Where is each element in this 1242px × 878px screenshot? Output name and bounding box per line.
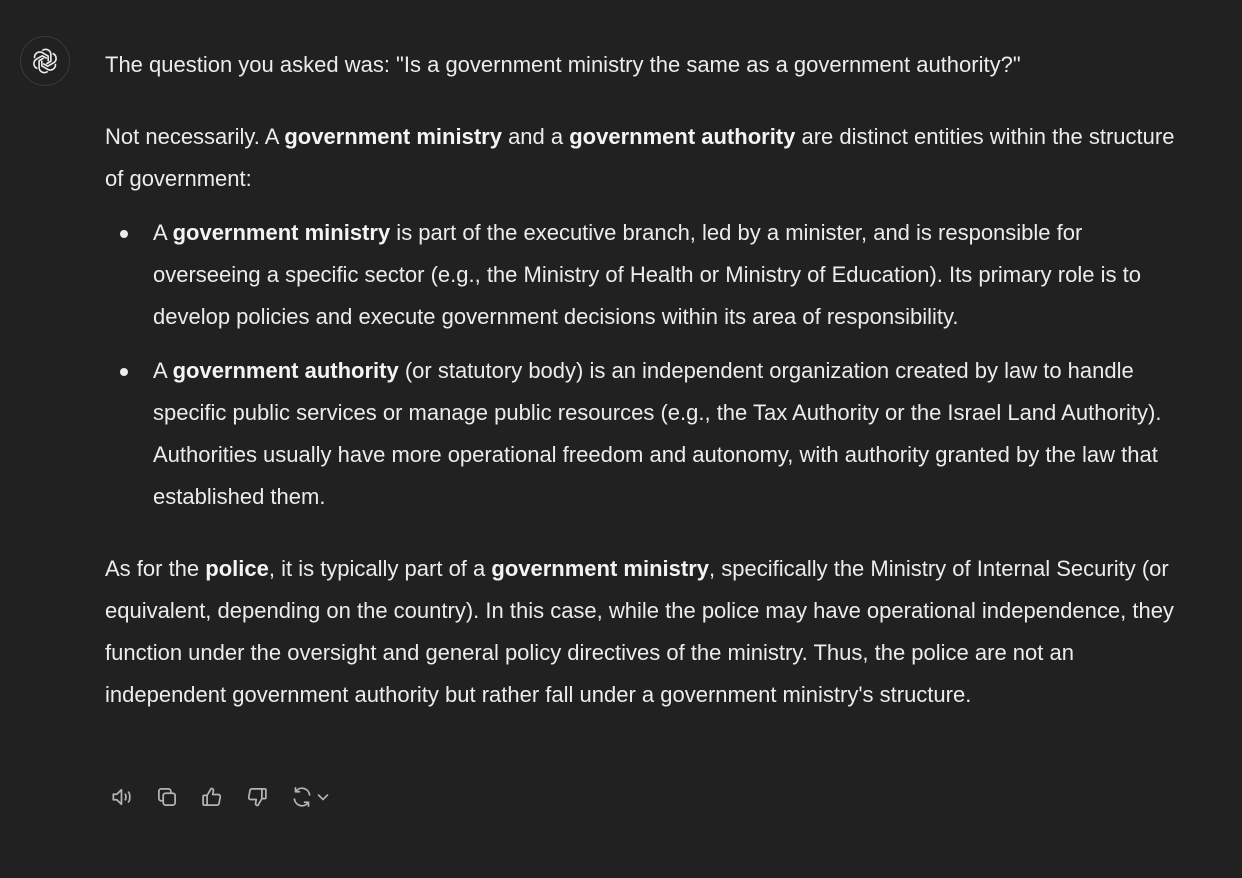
intro-bold-authority: government authority — [569, 124, 796, 149]
intro-text: Not necessarily. A — [105, 124, 285, 149]
definition-list — [105, 212, 1185, 518]
assistant-message — [105, 44, 1185, 716]
intro-text: and a — [501, 124, 570, 149]
read-aloud-button[interactable] — [104, 780, 140, 814]
police-bold-ministry: government ministry — [491, 556, 709, 581]
bullet-prefix: A — [153, 358, 173, 383]
bullet-text: (or statutory body) is an independent organization created by law to handle specific public services or manage public resources (e.g., the Tax Authority or the Israel Land Authority). Authorities usually have more operational freedom and autonomy, with authority granted by the law that established them. — [153, 358, 1162, 509]
list-item-authority — [153, 350, 1185, 518]
copy-button[interactable] — [149, 780, 185, 814]
chevron-down-icon — [315, 789, 331, 805]
police-text: , specifically the Ministry of Internal Security (or equivalent, depending on the country). In this case, while the police may have operational independence, they function under the oversight and general policy directives of the ministry. Thus, the police are not an independent government authority but rather fall under a government ministry's structure. — [105, 556, 1174, 707]
intro-paragraph — [105, 116, 1185, 200]
intro-text: are distinct entities within the structure of government: — [105, 124, 1175, 191]
speaker-icon — [109, 784, 135, 810]
police-bold: police — [205, 556, 269, 581]
bullet-prefix: A — [153, 220, 173, 245]
bad-response-button[interactable] — [239, 780, 275, 814]
bullet-bold-term: government authority — [172, 358, 399, 383]
police-paragraph — [105, 548, 1185, 716]
bullet-bold-term: government ministry — [172, 220, 391, 245]
good-response-button[interactable] — [194, 780, 230, 814]
regenerate-icon — [289, 784, 315, 810]
police-text: , it is typically part of a — [268, 556, 492, 581]
thumbs-up-icon — [199, 784, 225, 810]
regenerate-button[interactable] — [284, 780, 336, 814]
police-text: As for the — [105, 556, 206, 581]
copy-icon — [154, 784, 180, 810]
bullet-text: is part of the executive branch, led by a minister, and is responsible for overseeing a specific sector (e.g., the Ministry of Health or Ministry of Education). Its primary role is to develop policies and execute government decisions within its area of responsibility. — [153, 220, 1141, 329]
list-item-ministry — [153, 212, 1185, 338]
intro-bold-ministry: government ministry — [284, 124, 502, 149]
question-restatement: The question you asked was: "Is a government ministry the same as a government authority?" — [105, 52, 1021, 77]
thumbs-down-icon — [244, 784, 270, 810]
openai-logo-icon — [30, 46, 60, 76]
message-actions-toolbar — [104, 780, 336, 814]
assistant-avatar — [20, 36, 70, 86]
